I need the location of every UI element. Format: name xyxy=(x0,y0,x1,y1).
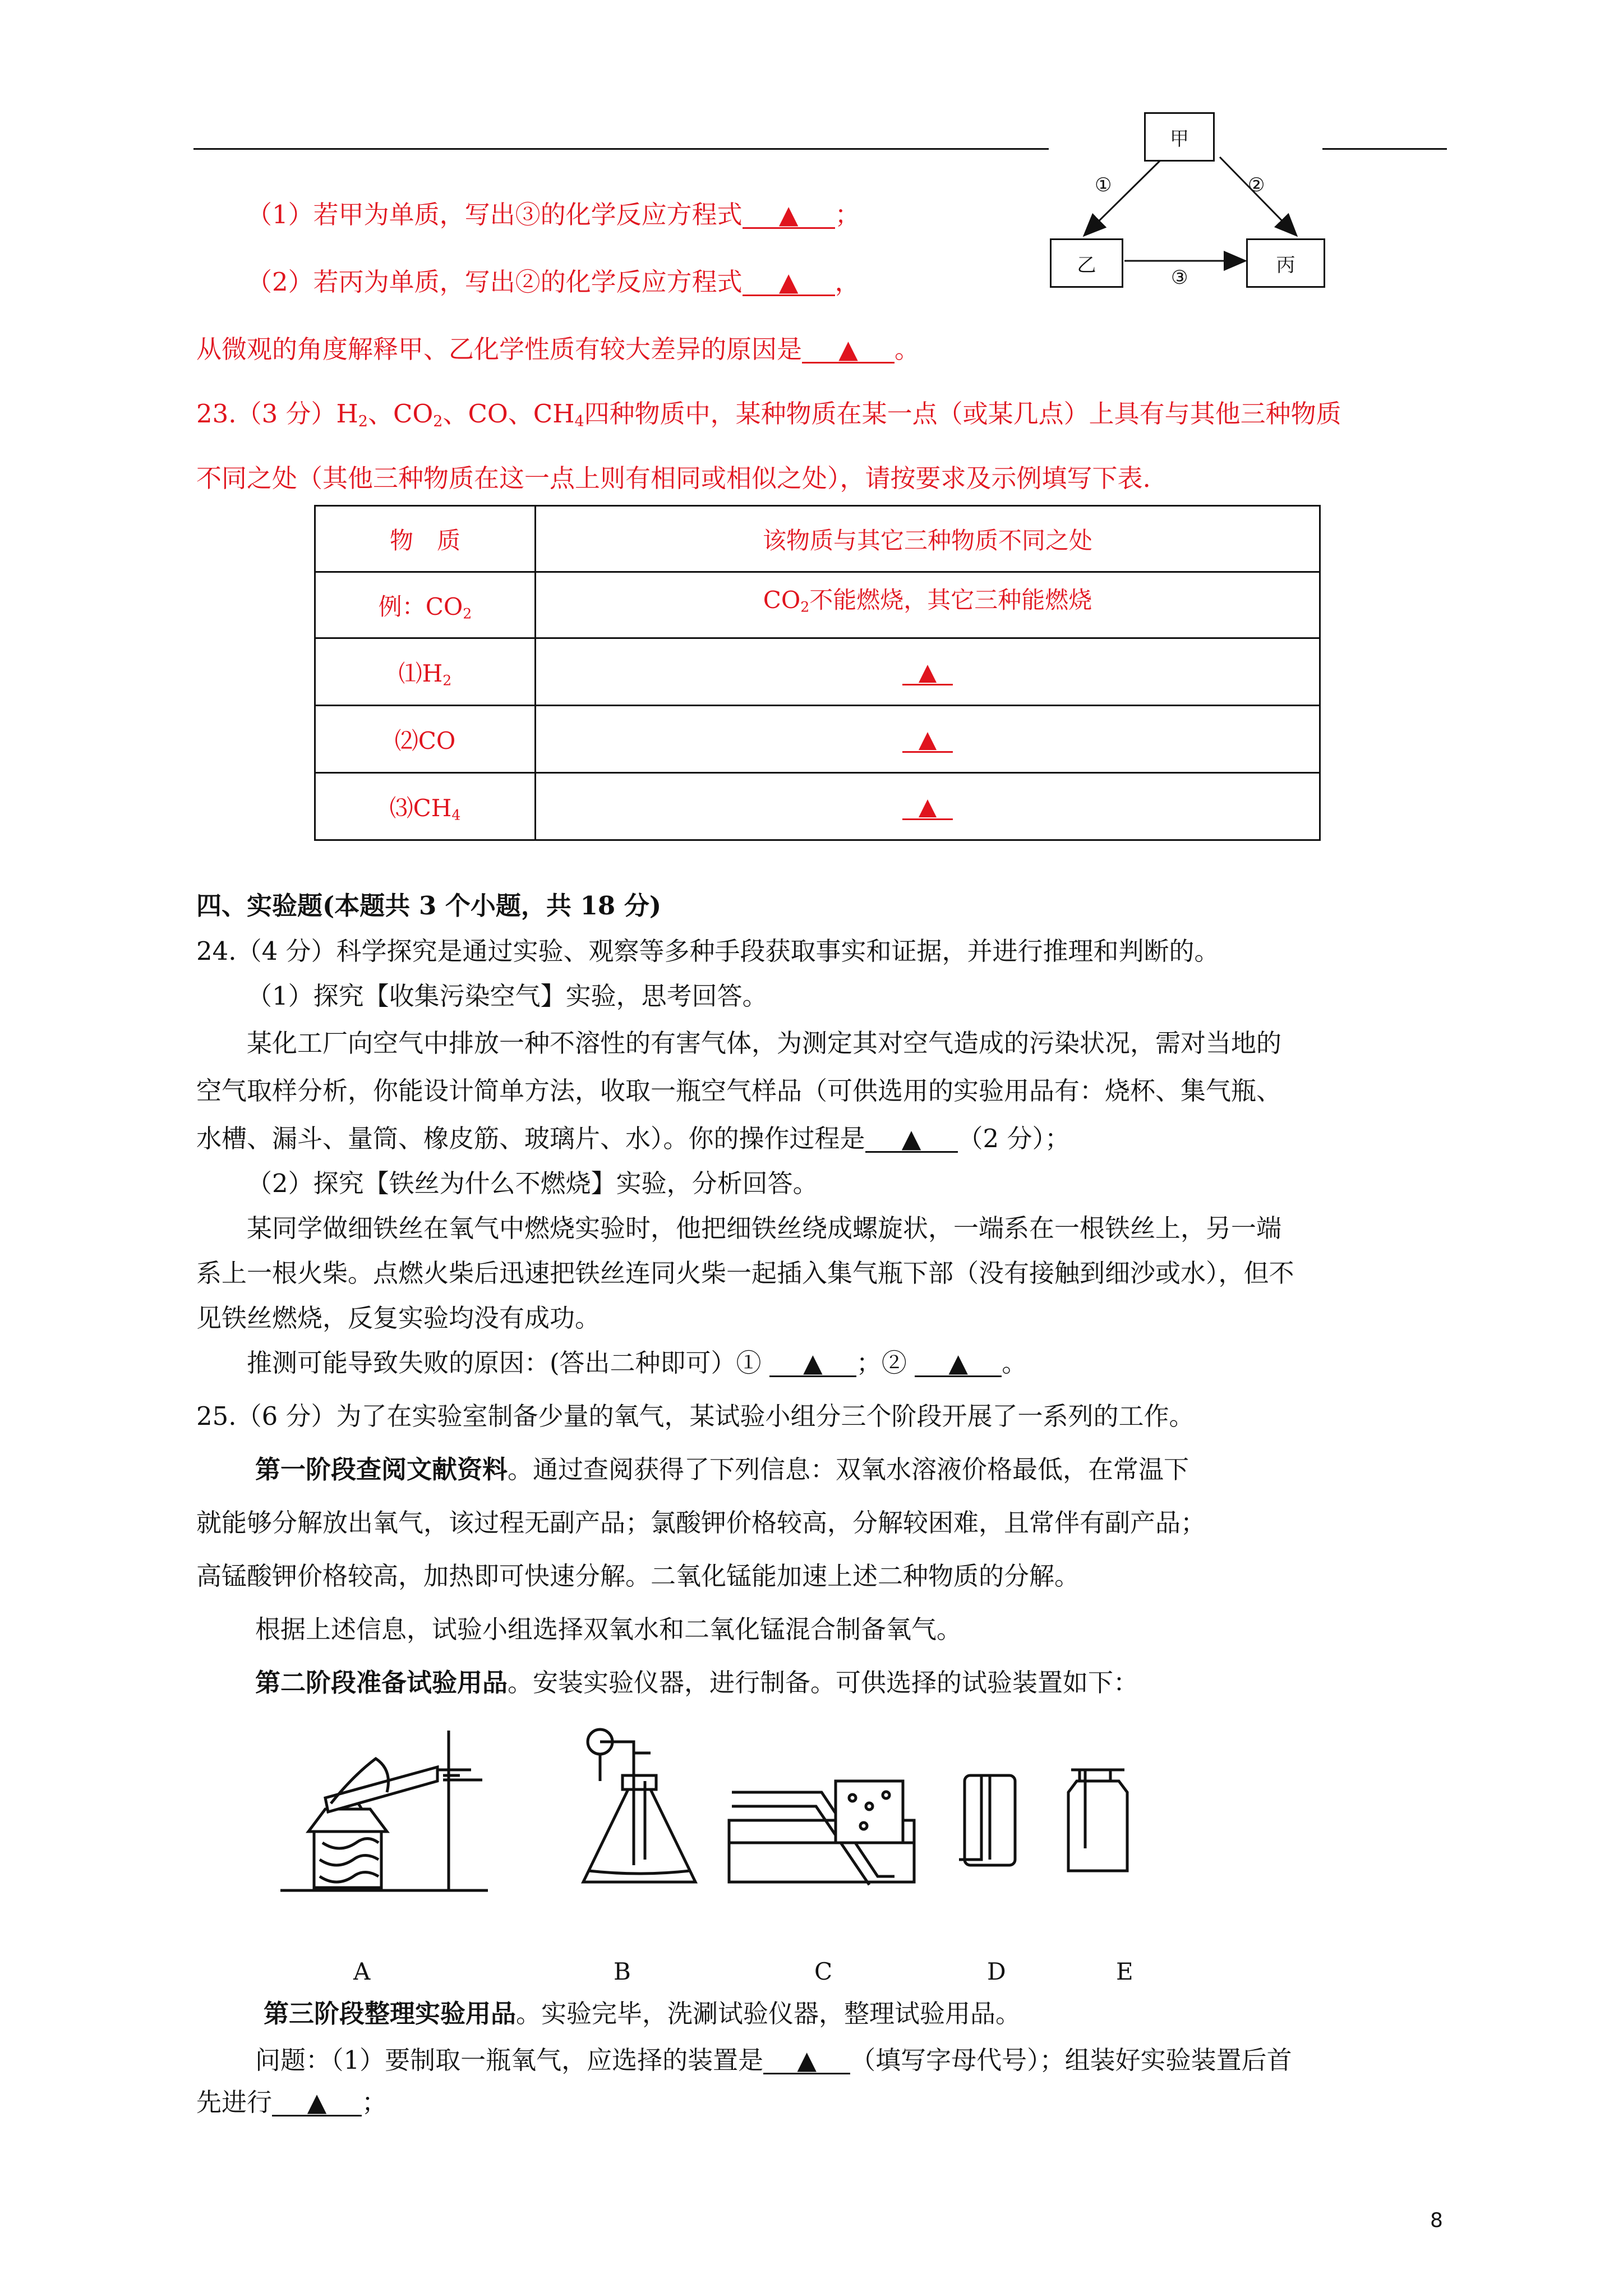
q23-score: （3 分） xyxy=(236,399,336,429)
q22-line2 xyxy=(247,269,860,296)
q22-line1 xyxy=(247,202,860,229)
q22-l3-text: 从微观的角度解释甲、乙化学性质有较大差异的原因是 xyxy=(196,334,803,364)
answer-blank xyxy=(743,269,835,296)
q23-line1 xyxy=(196,401,1341,429)
q22-l2-punct: ， xyxy=(834,267,860,297)
box-yi-label: 乙 xyxy=(1077,254,1096,277)
answer-blank xyxy=(769,1350,856,1377)
sub: 2 xyxy=(800,599,810,615)
num-1: ① xyxy=(1095,174,1112,196)
q25-stage1-title: 第一阶段查阅文献资料 xyxy=(255,1455,508,1484)
table-row xyxy=(315,638,1320,706)
q25-l9-punct: ； xyxy=(362,2087,388,2117)
answer-blank xyxy=(743,202,835,229)
box-bing xyxy=(1246,238,1325,288)
answer-blank xyxy=(915,1350,1002,1377)
q22-l1-punct: ； xyxy=(834,200,860,229)
q24-line3: 某化工厂向空气中排放一种不溶性的有害气体，为测定其对空气造成的污染状况，需对当地的 xyxy=(247,1028,1282,1058)
table-cell-substance xyxy=(315,638,536,706)
triangle-mark: ▲ xyxy=(838,334,858,364)
apparatus-a xyxy=(280,1731,488,1890)
q23-l1-text: 四种物质中，某种物质在某一点（或某几点）上具有与其他三种物质 xyxy=(584,399,1341,429)
num-2: ② xyxy=(1248,174,1265,196)
page-number: 8 xyxy=(1430,2209,1443,2232)
q25-l6-text: 。安装实验仪器，进行制备。可供选择的试验装置如下： xyxy=(508,1668,1139,1697)
formula-co: 、CO xyxy=(367,399,434,429)
q24-line4: 空气取样分析，你能设计简单方法，收取一瓶空气样品（可供选用的实验用品有：烧杯、集气瓶、 xyxy=(196,1076,1282,1106)
q24-l5-text: 水槽、漏斗、量筒、橡皮筋、玻璃片、水）。你的操作过程是 xyxy=(196,1124,865,1153)
q22-line3 xyxy=(196,334,920,364)
q25-line8 xyxy=(255,2047,1292,2074)
q23-line2: 不同之处（其他三种物质在这一点上则有相同或相似之处），请按要求及示例填写下表. xyxy=(196,463,1151,493)
triangle-mark: ▲ xyxy=(307,2087,327,2117)
apparatus-d xyxy=(959,1775,1015,1865)
apparatus-figure xyxy=(275,1714,1228,1904)
q24-line10 xyxy=(247,1350,1027,1377)
q22-l3-punct: 。 xyxy=(895,334,920,364)
apparatus-b xyxy=(583,1729,695,1882)
sub: 2 xyxy=(463,605,472,622)
q24-l5-score: （2 分）； xyxy=(957,1124,1070,1153)
q25-line6 xyxy=(255,1670,1138,1695)
q25-line5: 根据上述信息，试验小组选择双氧水和二氧化锰混合制备氧气。 xyxy=(255,1614,962,1644)
q25-l9-text: 先进行 xyxy=(196,2087,273,2117)
q24-line8: 系上一根火柴。点燃火柴后迅速把铁丝连同火柴一起插入集气瓶下部（没有接触到细沙或水），但不 xyxy=(196,1258,1294,1288)
triangle-mark: ▲ xyxy=(918,793,937,820)
table-cell-substance xyxy=(315,773,536,840)
q24-line1: 24.（4 分）科学探究是通过实验、观察等多种手段获取事实和证据，并进行推理和判断的。 xyxy=(196,936,1220,966)
q24-line2: （1）探究【收集污染空气】实验，思考回答。 xyxy=(247,981,768,1011)
answer-blank xyxy=(902,795,953,820)
label-e: E xyxy=(1116,1958,1133,1985)
table-cell-answer xyxy=(536,773,1320,840)
sub: 2 xyxy=(442,671,452,688)
example-formula: CO xyxy=(763,586,801,614)
q24-line7: 某同学做细铁丝在氧气中燃烧实验时，他把细铁丝绕成螺旋状，一端系在一根铁丝上，另一端 xyxy=(247,1213,1282,1243)
sub: 4 xyxy=(451,806,461,823)
triangle-mark: ▲ xyxy=(918,658,937,685)
sub: 2 xyxy=(358,412,368,430)
table-header-substance: 物 质 xyxy=(315,506,536,572)
table-cell-example xyxy=(315,572,536,638)
q22-l2-text: （2）若丙为单质，写出②的化学反应方程式 xyxy=(247,267,743,297)
triangle-mark: ▲ xyxy=(918,725,937,753)
answer-blank xyxy=(902,660,953,685)
sub: 4 xyxy=(574,412,584,430)
q25-line7 xyxy=(264,2001,1021,2026)
formula-co-ch: 、CO、CH xyxy=(442,399,575,429)
label-a: A xyxy=(353,1958,371,1985)
box-bing-label: 丙 xyxy=(1276,254,1295,277)
q24-line6: （2）探究【铁丝为什么不燃烧】实验，分析回答。 xyxy=(247,1168,818,1198)
table-cell-example-text xyxy=(536,572,1320,638)
q23-number: 23. xyxy=(196,399,237,429)
q25-l8-text: 问题：（1）要制取一瓶氧气，应选择的装置是 xyxy=(255,2045,764,2075)
triangle-mark: ▲ xyxy=(803,1348,823,1378)
table-cell-substance: ⑵CO xyxy=(315,706,536,773)
triangle-mark: ▲ xyxy=(797,2045,817,2075)
formula-h: H xyxy=(336,399,358,429)
triangle-mark: ▲ xyxy=(901,1124,921,1153)
q24-l10-punct: 。 xyxy=(1002,1348,1027,1378)
answer-blank xyxy=(802,334,895,364)
q25-line2 xyxy=(255,1457,1189,1482)
row-label: ⑴H xyxy=(398,659,443,687)
box-jia xyxy=(1144,112,1215,162)
table-row xyxy=(315,572,1320,638)
q25-l2-text: 。通过查阅获得了下列信息：双氧水溶液价格最低，在常温下 xyxy=(508,1455,1189,1484)
label-c: C xyxy=(814,1958,833,1985)
apparatus-c xyxy=(729,1781,914,1885)
box-jia-label: 甲 xyxy=(1170,127,1189,150)
answer-blank xyxy=(272,2087,362,2117)
answer-blank xyxy=(902,725,953,753)
table-row xyxy=(315,706,1320,773)
num-3: ③ xyxy=(1171,266,1188,289)
label-b: B xyxy=(614,1958,631,1985)
section-4-title: 四、实验题(本题共 3 个小题，共 18 分) xyxy=(196,891,662,921)
table-header-diff: 该物质与其它三种物质不同之处 xyxy=(536,506,1320,572)
answer-blank xyxy=(763,2047,850,2074)
apparatus-e xyxy=(1068,1770,1127,1871)
example-text: 不能燃烧，其它三种能燃烧 xyxy=(809,586,1092,614)
triangle-mark: ▲ xyxy=(778,200,799,229)
q25-line4: 高锰酸钾价格较高，加热即可快速分解。二氧化锰能加速上述二种物质的分解。 xyxy=(196,1561,1080,1591)
q25-line9 xyxy=(196,2087,388,2117)
q25-stage3-title: 第三阶段整理实验用品 xyxy=(264,1999,517,2028)
q25-line1: 25.（6 分）为了在实验室制备少量的氧气，某试验小组分三个阶段开展了一系列的工作。 xyxy=(196,1401,1195,1431)
q24-l10-sep: ；② xyxy=(856,1348,907,1378)
sub: 2 xyxy=(433,412,443,430)
answer-blank xyxy=(865,1126,958,1153)
table-header-row xyxy=(315,506,1320,572)
box-yi xyxy=(1050,238,1123,288)
example-label: 例：CO xyxy=(378,592,463,620)
label-d: D xyxy=(987,1958,1006,1985)
table-cell-answer xyxy=(536,638,1320,706)
triangle-mark: ▲ xyxy=(948,1348,968,1378)
q22-l1-text: （1）若甲为单质，写出③的化学反应方程式 xyxy=(247,200,743,229)
q25-l8-rest: （填写字母代号）；组装好实验装置后首 xyxy=(850,2045,1292,2075)
q25-line3: 就能够分解放出氧气，该过程无副产品；氯酸钾价格较高，分解较困难，且常伴有副产品； xyxy=(196,1508,1206,1538)
q25-stage2-title: 第二阶段准备试验用品 xyxy=(255,1668,508,1697)
triangle-mark: ▲ xyxy=(778,267,799,297)
row-label: ⑶CH xyxy=(389,794,452,822)
table-row xyxy=(315,773,1320,840)
q24-line5 xyxy=(196,1126,1070,1153)
header-rule-left xyxy=(193,148,1049,150)
q25-l7-text: 。实验完毕，洗涮试验仪器，整理试验用品。 xyxy=(516,1999,1021,2028)
q24-l10-text: 推测可能导致失败的原因：(答出二种即可）① xyxy=(247,1348,762,1378)
table-cell-answer xyxy=(536,706,1320,773)
q23-table xyxy=(314,505,1321,841)
q24-line9: 见铁丝燃烧，反复实验均没有成功。 xyxy=(196,1303,601,1333)
